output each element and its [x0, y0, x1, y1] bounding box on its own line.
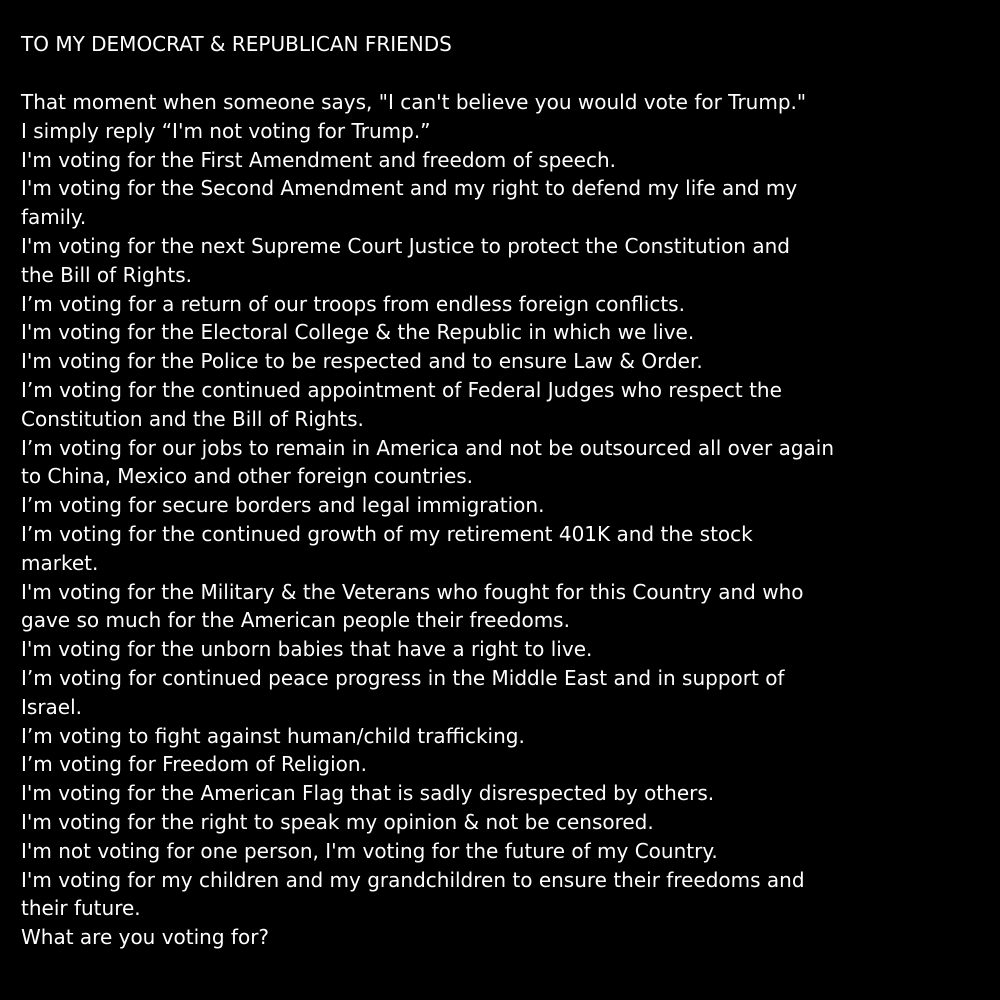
text-line: I'm voting for the right to speak my opinion & not be censored.: [21, 809, 654, 834]
text-line: I'm voting for my children and my grandchildren to ensure their freedoms and: [21, 867, 805, 892]
text-line: I'm voting for the next Supreme Court Justice to protect the Constitution and: [21, 233, 790, 258]
text-line: gave so much for the American people their freedoms.: [21, 608, 570, 633]
text-line: I'm not voting for one person, I'm voting for the future of my Country.: [21, 838, 718, 863]
text-line: I’m voting for the continued appointment of Federal Judges who respect the: [21, 377, 782, 402]
text-line: I’m voting for a return of our troops from endless foreign conflicts.: [21, 291, 685, 316]
title-spacer: [21, 59, 1000, 88]
text-lines: [21, 88, 1000, 952]
text-line: I'm voting for the Police to be respected and to ensure Law & Order.: [21, 349, 703, 374]
text-line: I'm voting for the American Flag that is sadly disrespected by others.: [21, 781, 715, 806]
text-line: I’m voting for the continued growth of my retirement 401K and the stock: [21, 521, 753, 546]
text-line: That moment when someone says, "I can't believe you would vote for Trump.": [21, 90, 807, 114]
text-line: I’m voting for secure borders and legal immigration.: [21, 493, 545, 518]
text-line: Constitution and the Bill of Rights.: [21, 406, 364, 431]
text-line: I’m voting for continued peace progress in the Middle East and in support of: [21, 665, 785, 690]
text-line: I'm voting for the Electoral College & the Republic in which we live.: [21, 320, 695, 345]
text-line: market.: [21, 550, 99, 575]
text-line: family.: [21, 205, 87, 230]
text-line: I’m voting for Freedom of Religion.: [21, 752, 367, 777]
text-line: I simply reply “I'm not voting for Trump.”: [21, 118, 431, 143]
text-line: Israel.: [21, 694, 83, 719]
text-line: to China, Mexico and other foreign countries.: [21, 464, 474, 489]
page-title: TO MY DEMOCRAT & REPUBLICAN FRIENDS: [21, 32, 452, 56]
text-line: I'm voting for the Second Amendment and my right to defend my life and my: [21, 176, 798, 201]
text-line: What are you voting for?: [21, 925, 270, 950]
text-line: I'm voting for the unborn babies that have a right to live.: [21, 637, 593, 662]
text-line: I’m voting to fight against human/child trafficking.: [21, 723, 525, 748]
text-line: I'm voting for the Military & the Veterans who fought for this Country and who: [21, 579, 804, 604]
text-line: I'm voting for the First Amendment and freedom of speech.: [21, 147, 616, 172]
text-line: I’m voting for our jobs to remain in America and not be outsourced all over again: [21, 435, 835, 460]
text-line: the Bill of Rights.: [21, 262, 193, 287]
text-line: their future.: [21, 896, 141, 921]
